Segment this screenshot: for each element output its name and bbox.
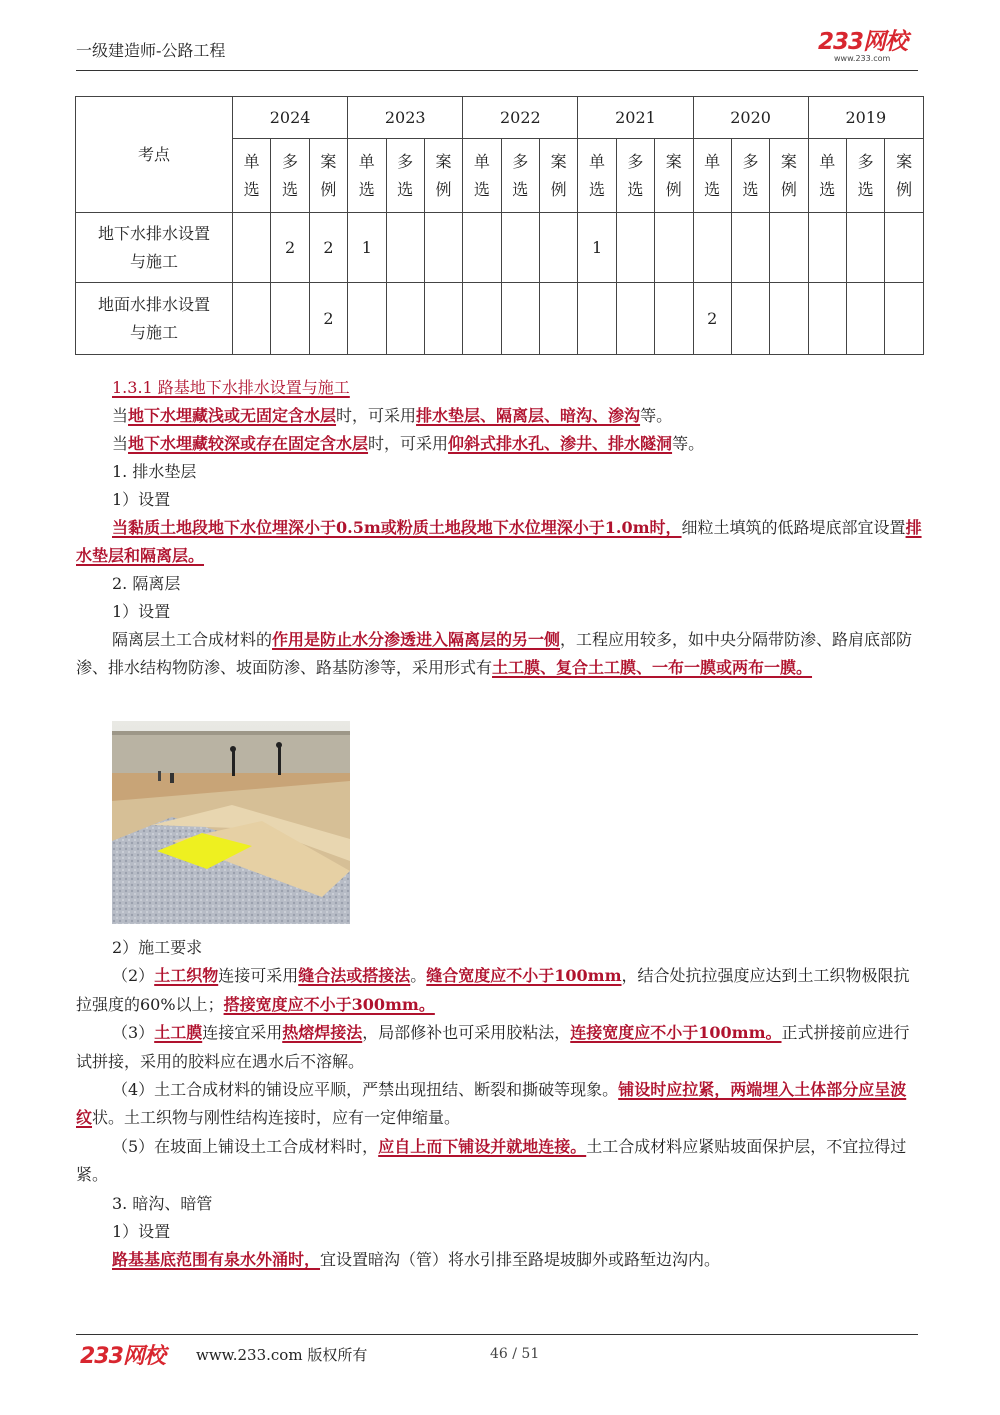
year-header: 2024 [233,97,348,139]
question-type-header: 多选 [731,139,769,213]
count-cell: 1 [348,213,386,283]
count-cell: 1 [578,213,616,283]
count-cell [463,283,501,355]
count-cell [770,213,808,283]
count-cell [655,213,693,283]
count-cell [578,283,616,355]
footer-logo: 233网校 [80,1344,165,1369]
count-cell [424,213,462,283]
question-type-header: 多选 [616,139,654,213]
question-type-header: 案例 [770,139,808,213]
count-cell [885,283,924,355]
paragraph: 路基基底范围有泉水外涌时，宜设置暗沟（管）将水引排至路堤坡脚外或路堑边沟内。 [112,1250,721,1270]
count-cell [540,213,578,283]
count-cell [808,283,846,355]
count-cell [501,213,539,283]
paragraph: 当黏质土地段地下水位埋深小于0.5m或粉质土地段地下水位埋深小于1.0m时，细粒土填筑的低路堤底部宜设置排水垫层和隔离层。 [76,518,922,565]
year-header: 2022 [463,97,578,139]
paragraph: （3）土工膜连接宜采用热熔焊接法，局部修补也可采用胶粘法，连接宽度应不小于100mm。正式拼接前应进行试拼接，采用的胶料应在遇水后不溶解。 [76,1023,910,1071]
count-cell [847,213,885,283]
page-number: 46 / 51 [490,1346,540,1362]
count-cell [463,213,501,283]
question-type-header: 多选 [847,139,885,213]
count-cell [731,213,769,283]
count-cell [693,213,731,283]
question-type-header: 多选 [386,139,424,213]
count-cell: 2 [693,283,731,355]
count-cell [847,283,885,355]
count-cell [386,213,424,283]
question-type-header: 单选 [578,139,616,213]
paragraph: （5）在坡面上铺设土工合成材料时，应自上而下铺设并就地连接。土工合成材料应紧贴坡面保护层，不宜拉得过紧。 [76,1136,907,1185]
question-type-header: 单选 [233,139,271,213]
year-header: 2020 [693,97,808,139]
topic-cell: 地下水排水设置 与施工 [76,213,233,283]
count-cell [885,213,924,283]
subheading: 2. 隔离层 [112,574,181,593]
construction-requirements [76,934,922,1275]
question-type-header: 单选 [693,139,731,213]
table-topic-header: 考点 [76,97,233,213]
count-cell [616,283,654,355]
count-cell [233,213,271,283]
subheading: 2）施工要求 [112,938,203,957]
subheading: 3. 暗沟、暗管 [112,1193,213,1213]
section-heading: 1.3.1 路基地下水排水设置与施工 [112,378,350,397]
subheading: 1. 排水垫层 [112,462,197,481]
geomembrane-photo [112,721,350,924]
question-type-header: 案例 [309,139,347,213]
subheading: 1）设置 [112,602,171,621]
question-type-header: 案例 [655,139,693,213]
paragraph: 当地下水埋藏浅或无固定含水层时，可采用排水垫层、隔离层、暗沟、渗沟等。 [112,406,673,425]
footer-divider [76,1334,918,1335]
count-cell [808,213,846,283]
count-cell [348,283,386,355]
question-type-header: 案例 [540,139,578,213]
year-header: 2023 [348,97,463,139]
count-cell [731,283,769,355]
subheading: 1）设置 [112,1222,171,1242]
count-cell [616,213,654,283]
count-cell [386,283,424,355]
paragraph: 当地下水埋藏较深或存在固定含水层时，可采用仰斜式排水孔、渗井、排水隧洞等。 [112,434,705,453]
table-row [76,283,924,355]
logo-url: www.233.com [834,54,891,63]
topic-cell: 地面水排水设置 与施工 [76,283,233,355]
paragraph: （4）土工合成材料的铺设应平顺，严禁出现扭结、断裂和撕破等现象。铺设时应拉紧，两端埋入土体部分应呈波纹状。土工织物与刚性结构连接时，应有一定伸缩量。 [76,1080,907,1128]
count-cell [655,283,693,355]
header-title: 一级建造师-公路工程 [76,41,226,60]
count-cell [424,283,462,355]
question-type-header: 单选 [463,139,501,213]
question-type-header: 单选 [348,139,386,213]
year-header: 2019 [808,97,923,139]
count-cell [233,283,271,355]
footer-copyright: www.233.com 版权所有 [196,1346,368,1364]
brand-logo [818,30,918,64]
count-cell [540,283,578,355]
count-cell: 2 [309,213,347,283]
logo-text: 233网校 [818,29,908,55]
question-type-header: 多选 [271,139,309,213]
exam-points-table [75,96,924,355]
table-row [76,213,924,283]
paragraph: 隔离层土工合成材料的作用是防止水分渗透进入隔离层的另一侧，工程应用较多，如中央分隔带防渗、路肩底部防渗、排水结构物防渗、坡面防渗、路基防渗等，采用形式有土工膜、复合土工膜、一布一膜或两布一膜。 [76,630,913,677]
count-cell: 2 [309,283,347,355]
question-type-header: 多选 [501,139,539,213]
question-type-header: 案例 [424,139,462,213]
subheading: 1）设置 [112,490,171,509]
question-type-header: 单选 [808,139,846,213]
count-cell: 2 [271,213,309,283]
year-header: 2021 [578,97,693,139]
count-cell [770,283,808,355]
main-content [76,374,922,682]
header-divider [76,70,918,71]
question-type-header: 案例 [885,139,924,213]
paragraph: （2）土工织物连接可采用缝合法或搭接法。缝合宽度应不小于100mm，结合处抗拉强度应达到土工织物极限抗拉强度的60%以上；搭接宽度应不小于300mm。 [76,966,910,1014]
count-cell [501,283,539,355]
count-cell [271,283,309,355]
